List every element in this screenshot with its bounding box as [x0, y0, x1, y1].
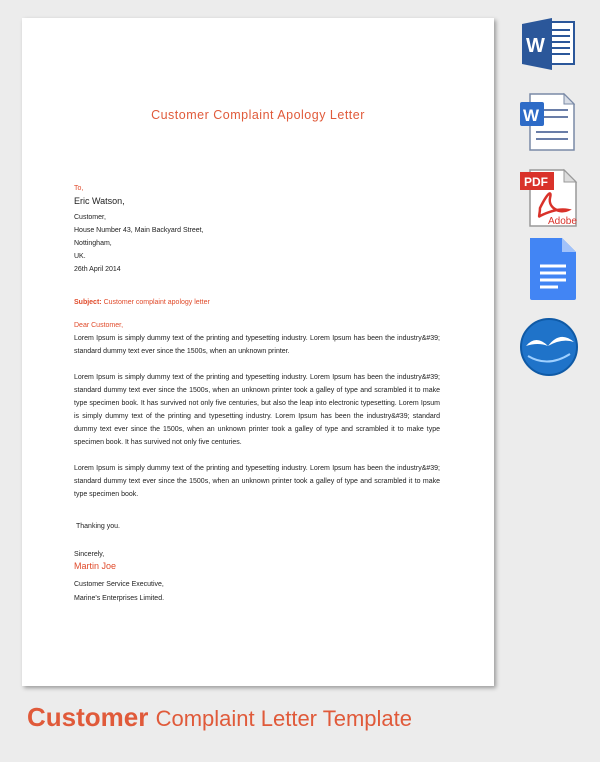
- address-line: House Number 43, Main Backyard Street,: [74, 227, 204, 234]
- footer-title: [27, 702, 412, 733]
- subject-line: [74, 296, 210, 309]
- letter-date: 26th April 2014: [74, 266, 121, 273]
- paragraph-3: Lorem Ipsum is simply dummy text of the printing and typesetting industry. Lorem Ipsum has been the industry&#39; standard dummy text ever since the 1500s, when an unknown printer took a galley of type and scrambled it to make type specimen book.: [74, 465, 440, 498]
- openoffice-icon[interactable]: [518, 316, 580, 378]
- pdf-icon[interactable]: [518, 168, 580, 230]
- footer-bold: Customer: [27, 702, 149, 732]
- format-icons: [518, 0, 582, 400]
- paragraph-1: Lorem Ipsum is simply dummy text of the printing and typesetting industry. Lorem Ipsum has been the industry&#39; standard dummy text ever since the 1500s, when an unknown printer.: [74, 335, 440, 355]
- recipient-name: Eric Watson,: [74, 196, 125, 206]
- salutation: Dear Customer,: [74, 322, 124, 329]
- recipient-role: Customer,: [74, 214, 106, 221]
- signer-company: Marine's Enterprises Limited.: [74, 595, 165, 602]
- word-icon[interactable]: [518, 16, 580, 78]
- signer-name: Martin Joe: [74, 561, 117, 571]
- pdf-brand: Adobe: [548, 216, 577, 227]
- letter-title: Customer Complaint Apology Letter: [151, 108, 365, 122]
- svg-text:W: W: [526, 35, 545, 57]
- closing-text: Sincerely,: [74, 551, 105, 558]
- signer-title: Customer Service Executive,: [74, 581, 164, 588]
- paragraph-2: Lorem Ipsum is simply dummy text of the printing and typesetting industry. Lorem Ipsum has been the industry&#39; standard dummy text ever since the 1500s, when an unknown printer took a galley of type and scrambled it to make type specimen book. It has survived not only five centuries, but also the leap into electronic typesetting. Lorem Ipsum is simply dummy text of the printing and typesetting industry. Lorem Ipsum has been the industry&#39; standard dummy text ever since the 1500s, when an unknown printer took a galley of type and scrambled it to make type specimen book. It has survived not only five centuries.: [74, 374, 440, 446]
- subject-text: Customer complaint apology letter: [103, 299, 210, 306]
- pdf-label: PDF: [524, 175, 548, 189]
- svg-text:W: W: [523, 106, 540, 125]
- address-country: UK.: [74, 253, 86, 260]
- letter-page: [22, 18, 494, 686]
- subject-label: Subject:: [74, 299, 102, 306]
- footer-rest: Complaint Letter Template: [155, 706, 412, 731]
- address-city: Nottingham,: [74, 240, 112, 247]
- to-label: To,: [74, 185, 84, 192]
- word-document-icon[interactable]: [518, 92, 580, 154]
- google-docs-icon[interactable]: [518, 236, 580, 298]
- thanks-text: Thanking you.: [76, 523, 120, 530]
